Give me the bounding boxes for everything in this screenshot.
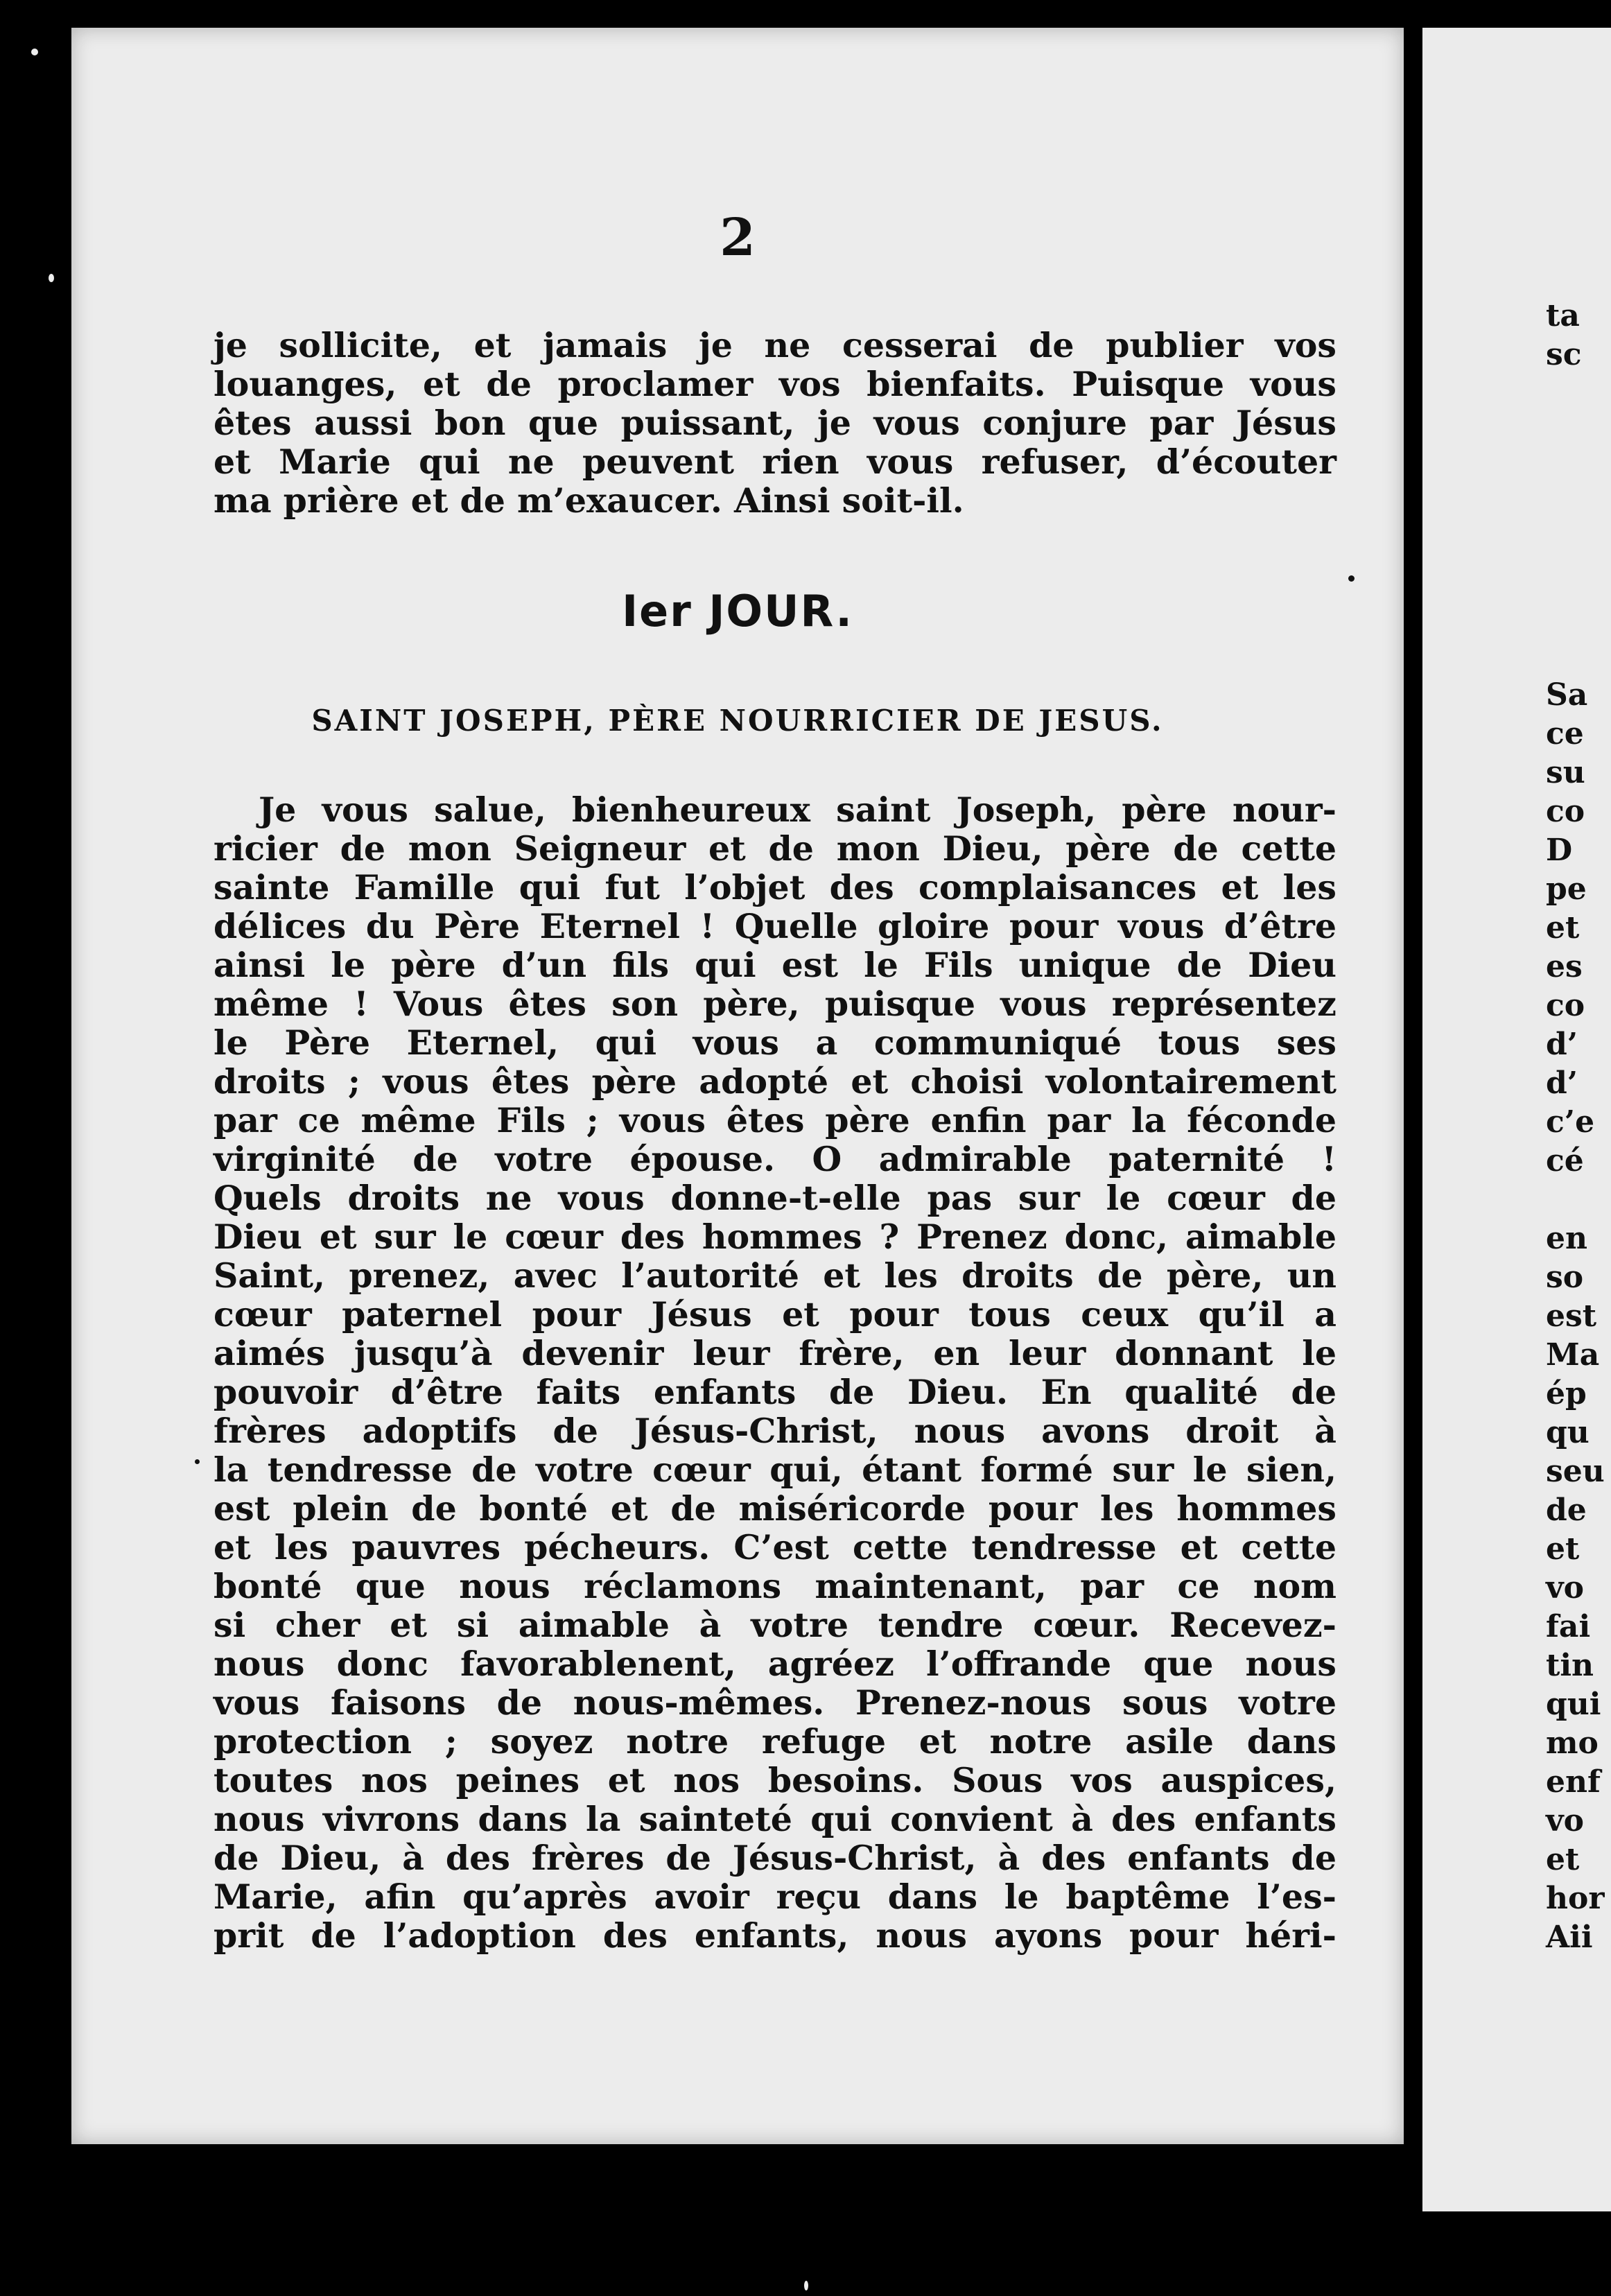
right-page-fragment: est — [1546, 1298, 1597, 1334]
text-line: ricier de mon Seigneur et de mon Dieu, père de cette — [214, 828, 1336, 869]
text-line: de Dieu, à des frères de Jésus-Christ, à des enfants de — [214, 1838, 1336, 1878]
left-page — [71, 28, 1404, 2144]
text-line: êtes aussi bon que puissant, je vous conjure par Jésus — [214, 403, 1336, 443]
right-page-fragment: seu — [1546, 1454, 1605, 1489]
text-line: ma prière et de m’exaucer. Ainsi soit-il. — [214, 480, 964, 521]
text-line: frères adoptifs de Jésus-Christ, nous avons droit à — [214, 1411, 1336, 1451]
text-line: délices du Père Eternel ! Quelle gloire pour vous d’être — [214, 906, 1336, 946]
right-page-fragment: vo — [1546, 1570, 1584, 1606]
text-line: Saint, prenez, avec l’autorité et les droits de père, un — [214, 1255, 1336, 1296]
scan-speck — [804, 2281, 808, 2290]
right-page-fragment: en — [1546, 1221, 1587, 1256]
right-page-fragment: enf — [1546, 1764, 1601, 1800]
right-page-fragment: es — [1546, 949, 1583, 984]
text-line: cœur paternel pour Jésus et pour tous ceux qu’il a — [214, 1294, 1336, 1334]
text-line: nous donc favorablenent, agréez l’offrande que nous — [214, 1644, 1336, 1684]
right-page-fragment: et — [1546, 1531, 1580, 1567]
right-page-fragment: su — [1546, 755, 1585, 790]
text-line: bonté que nous réclamons maintenant, par ce nom — [214, 1566, 1336, 1606]
right-page-fragment: qu — [1546, 1415, 1590, 1450]
section-subtitle: SAINT JOSEPH, PÈRE NOURRICIER DE JESUS. — [311, 704, 1164, 738]
intro-paragraph — [214, 326, 1336, 520]
right-page-fragment: Aii — [1546, 1920, 1593, 1955]
text-line: Quels droits ne vous donne-t-elle pas sur le cœur de — [214, 1178, 1336, 1218]
right-page-fragment: cé — [1546, 1143, 1584, 1179]
scan-speck — [1348, 575, 1355, 582]
right-page-fragment: tin — [1546, 1648, 1594, 1683]
text-line: protection ; soyez notre refuge et notre asile dans — [214, 1721, 1336, 1762]
right-page-fragment: vo — [1546, 1803, 1584, 1838]
scan-speck — [31, 49, 38, 55]
text-line: et les pauvres pécheurs. C’est cette tendresse et cette — [214, 1527, 1336, 1567]
text-line: louanges, et de proclamer vos bienfaits. Puisque vous — [214, 364, 1336, 404]
right-page-fragment: et — [1546, 1842, 1580, 1877]
text-line: prit de l’adoption des enfants, nous ayons pour héri- — [214, 1915, 1336, 1956]
right-page-fragment: co — [1546, 988, 1585, 1023]
right-page-fragment: de — [1546, 1493, 1587, 1528]
right-page-fragment: c’e — [1546, 1104, 1595, 1140]
text-line: est plein de bonté et de miséricorde pour les hommes — [214, 1488, 1336, 1529]
text-line: la tendresse de votre cœur qui, étant formé sur le sien, — [214, 1450, 1336, 1490]
right-page-fragment: fai — [1546, 1609, 1591, 1644]
text-line: vous faisons de nous-mêmes. Prenez-nous sous votre — [214, 1682, 1336, 1723]
day-heading: Ier JOUR. — [622, 586, 853, 636]
text-line: par ce même Fils ; vous êtes père enfin par la féconde — [214, 1100, 1336, 1140]
right-page-fragment: sc — [1546, 337, 1582, 372]
right-page-fragment: d’ — [1546, 1027, 1578, 1062]
right-page-fragment: so — [1546, 1260, 1584, 1295]
text-line: et Marie qui ne peuvent rien vous refuser, d’écouter — [214, 442, 1336, 482]
right-page-fragment: mo — [1546, 1725, 1599, 1761]
scan-speck — [49, 274, 54, 282]
book-gutter — [1404, 21, 1422, 2296]
text-line: pouvoir d’être faits enfants de Dieu. En qualité de — [214, 1372, 1336, 1412]
right-page-fragment: Sa — [1546, 677, 1588, 713]
text-line: virginité de votre épouse. O admirable paternité ! — [214, 1139, 1336, 1179]
text-line: aimés jusqu’à devenir leur frère, en leur donnant le — [214, 1333, 1336, 1373]
right-page-fragment: ce — [1546, 716, 1584, 751]
right-page-fragment: et — [1546, 910, 1580, 946]
text-line: ainsi le père d’un fils qui est le Fils unique de Dieu — [214, 945, 1336, 985]
right-page-fragment: D — [1546, 833, 1573, 868]
right-page-fragment: qui — [1546, 1687, 1601, 1722]
text-line: toutes nos peines et nos besoins. Sous vos auspices, — [214, 1760, 1336, 1800]
text-line: même ! Vous êtes son père, puisque vous représentez — [214, 984, 1336, 1024]
right-page-fragment: co — [1546, 794, 1585, 829]
text-line: nous vivrons dans la sainteté qui convient à des enfants — [214, 1799, 1336, 1839]
text-line: je sollicite, et jamais je ne cesserai de publier vos — [214, 325, 1336, 365]
text-line: Marie, afin qu’après avoir reçu dans le baptême l’es- — [214, 1877, 1336, 1917]
text-line: droits ; vous êtes père adopté et choisi volontairement — [214, 1061, 1336, 1102]
scan-speck — [195, 1459, 200, 1464]
text-line: le Père Eternel, qui vous a communiqué tous ses — [214, 1023, 1336, 1063]
right-page-fragment: ta — [1546, 298, 1580, 333]
page-number: 2 — [720, 208, 756, 268]
right-page-edge — [1422, 28, 1611, 2211]
right-page-fragment: pe — [1546, 871, 1587, 907]
right-page-fragment: d’ — [1546, 1066, 1578, 1101]
text-line: sainte Famille qui fut l’objet des complaisances et les — [214, 867, 1336, 907]
text-line: Dieu et sur le cœur des hommes ? Prenez donc, aimable — [214, 1217, 1336, 1257]
text-line: si cher et si aimable à votre tendre cœur. Recevez- — [214, 1605, 1336, 1645]
prayer-paragraph — [214, 790, 1336, 1955]
right-page-fragment: Ma — [1546, 1337, 1600, 1373]
right-page-fragment: hor — [1546, 1881, 1605, 1916]
right-page-fragment: ép — [1546, 1376, 1587, 1411]
text-line: Je vous salue, bienheureux saint Joseph, père nour- — [259, 790, 1336, 830]
